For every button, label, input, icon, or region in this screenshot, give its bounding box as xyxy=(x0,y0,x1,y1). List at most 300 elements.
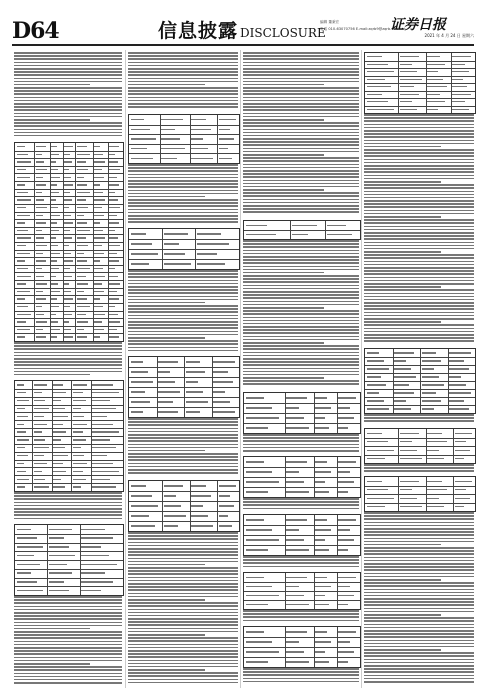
text-line xyxy=(128,318,238,320)
text-line xyxy=(128,190,238,192)
text-line xyxy=(243,301,359,303)
table-cell-text xyxy=(394,352,414,353)
table-cell-text xyxy=(246,519,265,520)
table-cell-text xyxy=(164,495,176,496)
text-line xyxy=(243,498,359,500)
text-line xyxy=(364,286,441,288)
text-line xyxy=(14,103,122,105)
text-block xyxy=(243,668,359,686)
table-cell-text xyxy=(17,384,24,385)
text-block xyxy=(243,556,359,570)
text-line xyxy=(243,336,359,338)
text-line xyxy=(243,297,359,299)
text-line xyxy=(364,582,474,584)
text-line xyxy=(128,343,238,345)
table-col-rule xyxy=(451,53,452,113)
table-cell-text xyxy=(449,384,466,385)
table-cell-text xyxy=(161,138,180,139)
table-row-rule xyxy=(365,486,475,487)
table-row-rule xyxy=(244,582,360,583)
table-cell-text xyxy=(338,651,354,652)
table-cell-text xyxy=(36,184,46,185)
table-cell-text xyxy=(286,491,309,492)
table-cell-text xyxy=(36,192,42,193)
text-line xyxy=(364,420,474,422)
table-cell-text xyxy=(197,243,230,244)
table-row-rule xyxy=(15,295,123,296)
table-col-rule xyxy=(162,229,163,269)
table-cell-text xyxy=(286,417,304,418)
text-line xyxy=(243,160,359,162)
text-line xyxy=(364,152,474,154)
text-line xyxy=(364,538,474,540)
table-cell-text xyxy=(109,314,117,315)
text-line xyxy=(364,566,474,568)
table-cell-text xyxy=(64,291,71,292)
text-line xyxy=(243,383,359,385)
table-cell-text xyxy=(338,471,350,472)
text-line xyxy=(128,583,238,585)
table-cell-text xyxy=(92,400,110,401)
text-line xyxy=(364,617,474,619)
text-line xyxy=(14,81,122,83)
table-row-rule xyxy=(365,446,475,447)
text-line xyxy=(364,140,474,142)
table-cell-text xyxy=(94,245,101,246)
text-block xyxy=(14,596,122,686)
table-col-rule xyxy=(160,115,161,163)
text-line xyxy=(364,585,474,587)
table-cell-text xyxy=(367,376,382,377)
text-line xyxy=(364,512,474,514)
table-cell-text xyxy=(94,298,100,299)
table-cell-text xyxy=(77,306,90,307)
text-line xyxy=(364,557,474,559)
text-line xyxy=(364,308,474,310)
table-cell-text xyxy=(17,154,29,155)
table-cell-text xyxy=(427,101,445,102)
disclosure-table xyxy=(243,220,361,240)
text-line xyxy=(243,323,359,325)
text-line xyxy=(14,631,122,633)
text-line xyxy=(364,592,474,594)
text-line xyxy=(128,631,238,633)
table-cell-text xyxy=(246,529,272,530)
text-line xyxy=(243,113,359,115)
text-line xyxy=(364,226,474,228)
text-line xyxy=(128,199,238,201)
text-line xyxy=(364,598,474,600)
table-cell-text xyxy=(455,498,470,499)
table-cell-text xyxy=(92,486,116,487)
table-cell-text xyxy=(64,146,73,147)
text-line xyxy=(128,640,238,642)
table-cell-text xyxy=(92,431,118,432)
table-cell-text xyxy=(92,463,113,464)
text-line xyxy=(243,504,359,506)
text-line xyxy=(128,209,238,211)
table-row-rule xyxy=(15,326,123,327)
text-line xyxy=(364,235,474,237)
text-line xyxy=(128,545,238,547)
table-cell-text xyxy=(422,408,434,409)
table-row-rule xyxy=(129,134,239,135)
text-line xyxy=(14,125,122,127)
table-cell-text xyxy=(53,400,61,401)
table-cell-text xyxy=(367,450,394,451)
table-cell-text xyxy=(17,479,30,480)
table-cell-text xyxy=(394,384,409,385)
table-cell-text xyxy=(17,486,26,487)
table-col-rule xyxy=(184,357,185,417)
table-cell-text xyxy=(36,283,47,284)
table-cell-text xyxy=(131,129,150,130)
table-cell-text xyxy=(53,463,63,464)
table-col-rule xyxy=(34,143,35,341)
table-row-rule xyxy=(244,477,360,478)
text-line xyxy=(364,155,474,157)
table-col-rule xyxy=(63,143,64,341)
text-line xyxy=(128,580,238,582)
text-line xyxy=(14,644,122,646)
table-cell-text xyxy=(367,101,388,102)
text-line xyxy=(364,187,474,189)
table-cell-text xyxy=(77,291,84,292)
disclosure-table xyxy=(14,524,124,596)
table-cell-text xyxy=(77,146,87,147)
table-cell-text xyxy=(49,572,73,573)
text-line xyxy=(14,634,122,636)
column-rule xyxy=(240,50,241,688)
table-cell-text xyxy=(367,352,379,353)
table-cell-text xyxy=(36,268,42,269)
table-cell-text xyxy=(92,424,113,425)
text-line xyxy=(243,170,359,172)
text-line xyxy=(128,666,238,668)
text-line xyxy=(364,681,474,683)
table-cell-text xyxy=(246,407,272,408)
table-row-rule xyxy=(15,560,123,561)
table-cell-text xyxy=(186,381,198,382)
text-line xyxy=(14,615,122,617)
text-line xyxy=(243,62,359,64)
table-cell-text xyxy=(17,161,32,162)
table-cell-text xyxy=(73,392,83,393)
table-row-rule xyxy=(15,405,123,406)
table-cell-text xyxy=(94,237,105,238)
table-row-rule xyxy=(365,83,475,84)
table-cell-text xyxy=(367,71,394,72)
table-row-rule xyxy=(244,591,360,592)
table-cell-text xyxy=(64,215,71,216)
text-line xyxy=(364,318,474,320)
table-cell-text xyxy=(17,245,27,246)
text-line xyxy=(243,566,359,568)
table-cell-text xyxy=(34,392,42,393)
table-cell-text xyxy=(246,427,269,428)
table-cell-text xyxy=(17,416,28,417)
table-row-rule xyxy=(15,151,123,152)
table-cell-text xyxy=(286,461,307,462)
table-col-rule xyxy=(285,573,286,609)
table-cell-text xyxy=(191,485,206,486)
text-line xyxy=(128,311,238,313)
table-cell-text xyxy=(367,400,384,401)
table-cell-text xyxy=(53,392,66,393)
table-cell-text xyxy=(109,245,120,246)
table-row-rule xyxy=(244,403,360,404)
text-line xyxy=(128,65,238,67)
table-row-rule xyxy=(244,600,360,601)
table-cell-text xyxy=(246,539,280,540)
text-line xyxy=(243,437,359,439)
text-line xyxy=(128,672,238,674)
table-cell-text xyxy=(292,225,317,226)
table-cell-text xyxy=(164,243,179,244)
table-col-rule xyxy=(420,349,421,413)
text-line xyxy=(364,181,441,183)
text-line xyxy=(243,259,359,261)
table-cell-text xyxy=(246,549,269,550)
table-cell-text xyxy=(64,314,72,315)
text-line xyxy=(128,634,205,636)
text-line xyxy=(243,141,359,143)
text-line xyxy=(128,472,238,474)
text-line xyxy=(128,177,238,179)
table-cell-text xyxy=(94,207,101,208)
text-line xyxy=(364,248,474,250)
table-cell-text xyxy=(92,408,116,409)
table-cell-text xyxy=(77,283,88,284)
table-cell-text xyxy=(17,207,27,208)
table-cell-text xyxy=(219,505,234,506)
table-cell-text xyxy=(109,184,119,185)
table-cell-text xyxy=(109,199,117,200)
table-cell-text xyxy=(427,94,440,95)
text-line xyxy=(243,681,359,683)
table-cell-text xyxy=(73,486,81,487)
table-col-rule xyxy=(453,477,454,511)
table-cell-text xyxy=(94,154,102,155)
text-line xyxy=(14,505,122,507)
text-line xyxy=(364,136,474,138)
text-line xyxy=(128,273,238,275)
table-cell-text xyxy=(34,479,46,480)
table-cell-text xyxy=(109,291,116,292)
table-cell-text xyxy=(315,529,331,530)
text-line xyxy=(128,421,238,423)
table-cell-text xyxy=(131,505,158,506)
text-line xyxy=(128,286,238,288)
text-block xyxy=(364,114,474,346)
table-cell-text xyxy=(131,263,149,264)
text-line xyxy=(128,299,238,301)
text-line xyxy=(14,116,122,118)
table-cell-text xyxy=(51,283,58,284)
table-cell-text xyxy=(427,109,438,110)
table-row-rule xyxy=(15,242,123,243)
text-line xyxy=(243,93,359,95)
text-line xyxy=(14,676,122,678)
table-cell-text xyxy=(367,79,385,80)
table-cell-text xyxy=(327,234,352,235)
table-cell-text xyxy=(17,431,27,432)
table-cell-text xyxy=(400,101,412,102)
text-line xyxy=(243,250,359,252)
table-cell-text xyxy=(449,352,471,353)
text-line xyxy=(14,663,90,665)
text-line xyxy=(243,342,324,344)
text-line xyxy=(243,371,359,373)
text-line xyxy=(128,602,238,604)
table-row-rule xyxy=(129,249,239,250)
table-cell-text xyxy=(49,590,70,591)
table-cell-text xyxy=(51,161,56,162)
table-cell-text xyxy=(64,245,69,246)
table-row-rule xyxy=(244,413,360,414)
table-cell-text xyxy=(367,360,384,361)
text-line xyxy=(364,162,474,164)
table-cell-text xyxy=(92,455,107,456)
text-line xyxy=(128,170,238,172)
text-line xyxy=(364,611,474,613)
table-cell-text xyxy=(246,481,280,482)
disclosure-table xyxy=(128,480,240,532)
table-cell-text xyxy=(338,461,356,462)
table-cell-text xyxy=(51,329,60,330)
table-cell-text xyxy=(94,169,101,170)
table-cell-text xyxy=(51,146,57,147)
text-line xyxy=(243,329,359,331)
text-line xyxy=(364,589,474,591)
table-row-rule xyxy=(15,436,123,437)
table-cell-text xyxy=(17,329,30,330)
table-cell-text xyxy=(422,368,434,369)
text-line xyxy=(364,273,474,275)
table-cell-text xyxy=(51,199,56,200)
text-line xyxy=(243,380,359,382)
text-line xyxy=(364,337,474,339)
table-cell-text xyxy=(455,481,472,482)
text-line xyxy=(243,310,359,312)
table-cell-text xyxy=(338,549,348,550)
table-cell-text xyxy=(191,515,208,516)
table-cell-text xyxy=(452,64,465,65)
text-line xyxy=(128,551,238,553)
table-col-rule xyxy=(337,457,338,497)
disclosure-table xyxy=(364,348,476,414)
text-line xyxy=(364,165,474,167)
table-cell-text xyxy=(338,586,350,587)
table-cell-text xyxy=(51,184,57,185)
text-line xyxy=(128,308,238,310)
text-line xyxy=(364,283,474,285)
table-cell-text xyxy=(17,306,29,307)
table-cell-text xyxy=(94,291,104,292)
text-line xyxy=(14,625,122,627)
text-line xyxy=(128,596,238,598)
text-line xyxy=(243,262,359,264)
text-line xyxy=(128,548,238,550)
table-col-rule xyxy=(448,349,449,413)
text-line xyxy=(243,361,359,363)
table-row-rule xyxy=(15,311,123,312)
text-line xyxy=(243,668,359,670)
text-line xyxy=(243,132,359,134)
table-cell-text xyxy=(17,537,38,538)
text-line xyxy=(14,78,122,80)
table-cell-text xyxy=(34,424,47,425)
text-block xyxy=(128,532,238,686)
table-cell-text xyxy=(77,321,88,322)
text-line xyxy=(128,196,205,198)
text-line xyxy=(364,550,474,552)
table-cell-text xyxy=(92,392,118,393)
text-line xyxy=(128,444,238,446)
text-line xyxy=(364,534,474,536)
text-line xyxy=(243,211,359,213)
text-line xyxy=(364,579,441,581)
text-line xyxy=(364,127,474,129)
table-cell-text xyxy=(246,234,276,235)
table-cell-text xyxy=(53,479,61,480)
table-col-rule xyxy=(426,53,427,113)
table-cell-text xyxy=(34,486,49,487)
table-cell-text xyxy=(394,368,411,369)
table-cell-text xyxy=(77,169,88,170)
table-cell-text xyxy=(51,306,59,307)
text-line xyxy=(364,200,474,202)
text-line xyxy=(243,508,359,510)
disclosure-table xyxy=(128,228,240,270)
table-cell-text xyxy=(286,631,307,632)
text-line xyxy=(243,678,359,680)
text-line xyxy=(128,71,238,73)
text-line xyxy=(364,630,474,632)
table-cell-text xyxy=(64,199,72,200)
table-cell-text xyxy=(109,237,117,238)
text-line xyxy=(364,124,474,126)
text-line xyxy=(14,650,122,652)
table-cell-text xyxy=(36,146,46,147)
text-line xyxy=(364,528,474,530)
table-cell-text xyxy=(455,458,465,459)
table-cell-text xyxy=(77,298,87,299)
text-line xyxy=(243,444,359,446)
table-cell-text xyxy=(131,361,143,362)
text-line xyxy=(364,264,474,266)
text-line xyxy=(243,339,359,341)
table-cell-text xyxy=(17,146,25,147)
text-line xyxy=(128,218,238,220)
table-cell-text xyxy=(394,400,406,401)
table-cell-text xyxy=(36,253,43,254)
table-cell-text xyxy=(449,376,461,377)
text-line xyxy=(128,577,238,579)
table-row-rule xyxy=(244,535,360,536)
text-line xyxy=(14,666,122,668)
table-row-rule xyxy=(244,467,360,468)
table-cell-text xyxy=(338,529,350,530)
table-col-rule xyxy=(337,393,338,433)
table-cell-text xyxy=(427,506,444,507)
table-cell-text xyxy=(64,222,73,223)
table-cell-text xyxy=(338,641,350,642)
text-line xyxy=(14,68,122,70)
table-cell-text xyxy=(452,56,471,57)
table-cell-text xyxy=(131,138,156,139)
table-cell-text xyxy=(64,253,71,254)
